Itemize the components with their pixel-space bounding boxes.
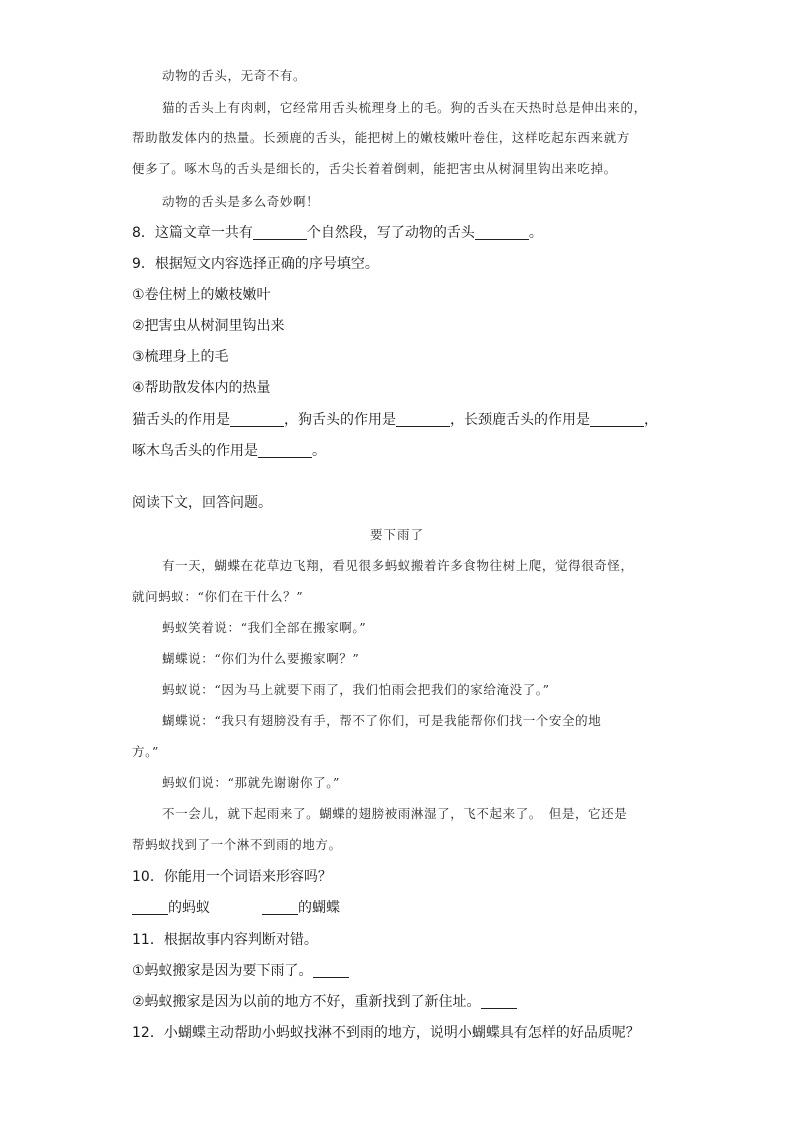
- section2-intro: 阅读下文，回答问题。: [132, 495, 272, 511]
- story-title: 要下雨了: [369, 527, 424, 542]
- q10-blank-ant[interactable]: [132, 900, 168, 915]
- q10-answers: [132, 898, 340, 918]
- question-10-stem: 10．你能用一个词语来形容吗？: [132, 869, 332, 885]
- passage2-line5: 蚂蚁说：“因为马上就要下雨了，我们怕雨会把我们的家给淹没了。”: [162, 682, 550, 697]
- q11-s2-text: ②蚂蚁搬家是因为以前的地方不好，重新找到了新住址。: [132, 994, 481, 1010]
- passage1-p2-line2: 帮助散发体内的热量。长颈鹿的舌头，能把树上的嫩枝嫩叶卷住，这样吃起东西来就方: [132, 130, 630, 145]
- q9-fill-comma: ，: [644, 412, 658, 428]
- q9-fill-line-2: [132, 441, 326, 461]
- q9-blank-woodpecker[interactable]: [258, 443, 312, 458]
- q9-fill-period: 。: [312, 443, 326, 459]
- q8-blank-paragraph-count[interactable]: [253, 225, 307, 240]
- q9-option-3: ③梳理身上的毛: [132, 349, 229, 365]
- q10-butterfly-label: 的蝴蝶: [298, 900, 340, 916]
- q11-statement-2: [132, 992, 517, 1012]
- question-8: [132, 223, 543, 243]
- passage2-line6: 蝴蝶说：“我只有翅膀没有手，帮不了你们，可是我能帮你们找一个安全的地: [162, 713, 602, 728]
- passage1-p2-line3: 便多了。啄木鸟的舌头是细长的，舌尖长着着倒刺，能把害虫从树洞里钩出来吃掉。: [132, 161, 617, 176]
- q11-s1-text: ①蚂蚁搬家是因为要下雨了。: [132, 963, 313, 979]
- passage2-line1: 有一天，蝴蝶在花草边飞翔，看见很多蚂蚁搬着许多食物往树上爬，觉得很奇怪，: [162, 558, 634, 573]
- q11-blank-1[interactable]: [313, 963, 349, 978]
- passage2-line8: 蚂蚁们说：“那就先谢谢你了。”: [162, 775, 341, 790]
- question-11-stem: 11．根据故事内容判断对错。: [132, 932, 318, 948]
- q9-blank-giraffe[interactable]: [590, 412, 644, 427]
- q9-fill-cat-label: 猫舌头的作用是: [132, 412, 230, 428]
- q8-text-c: 。: [528, 225, 543, 241]
- q9-blank-cat[interactable]: [230, 412, 284, 427]
- q9-fill-dog-label: ，狗舌头的作用是: [284, 412, 396, 428]
- q8-text-a: 8．这篇文章一共有: [132, 225, 253, 241]
- q10-blank-butterfly[interactable]: [262, 900, 298, 915]
- passage2-line10: 帮蚂蚁找到了一个淋不到雨的地方。: [132, 837, 342, 852]
- q8-text-b: 个自然段，写了动物的舌头: [306, 225, 475, 241]
- q11-statement-1: [132, 961, 349, 981]
- q9-option-2: ②把害虫从树洞里钩出来: [132, 318, 285, 334]
- passage2-line3: 蚂蚁笑着说：“我们全部在搬家啊。”: [162, 620, 367, 635]
- q9-fill-line-1: [132, 410, 658, 430]
- question-12-stem: 12．小蝴蝶主动帮助小蚂蚁找淋不到雨的地方，说明小蝴蝶具有怎样的好品质呢？: [132, 1025, 640, 1041]
- q11-blank-2[interactable]: [481, 994, 517, 1009]
- question-9-stem: 9．根据短文内容选择正确的序号填空。: [132, 256, 379, 272]
- q9-option-4: ④帮助散发体内的热量: [132, 380, 271, 396]
- passage2-line4: 蝴蝶说：“你们为什么要搬家啊？”: [162, 651, 360, 666]
- q9-blank-dog[interactable]: [396, 412, 450, 427]
- passage2-line9: 不一会儿，就下起雨来了。蝴蝶的翅膀被雨淋湿了，飞不起来了。 但是，它还是: [162, 806, 628, 821]
- q9-fill-woodpecker-label: 啄木鸟舌头的作用是: [132, 443, 258, 459]
- passage1-p1: 动物的舌头，无奇不有。: [162, 68, 307, 83]
- passage1-p3: 动物的舌头是多么奇妙啊！: [162, 194, 320, 209]
- q9-option-1: ①卷住树上的嫩枝嫩叶: [132, 287, 271, 303]
- passage2-line2: 就问蚂蚁：“你们在干什么？”: [132, 589, 304, 604]
- passage2-line7: 方。”: [132, 744, 159, 759]
- q9-fill-giraffe-label: ，长颈鹿舌头的作用是: [450, 412, 590, 428]
- passage1-p2-line1: 猫的舌头上有肉刺，它经常用舌头梳理身上的毛。狗的舌头在天热时总是伸出来的，: [162, 100, 647, 115]
- q8-blank-tongue[interactable]: [475, 225, 529, 240]
- q10-ant-label: 的蚂蚁: [168, 900, 210, 916]
